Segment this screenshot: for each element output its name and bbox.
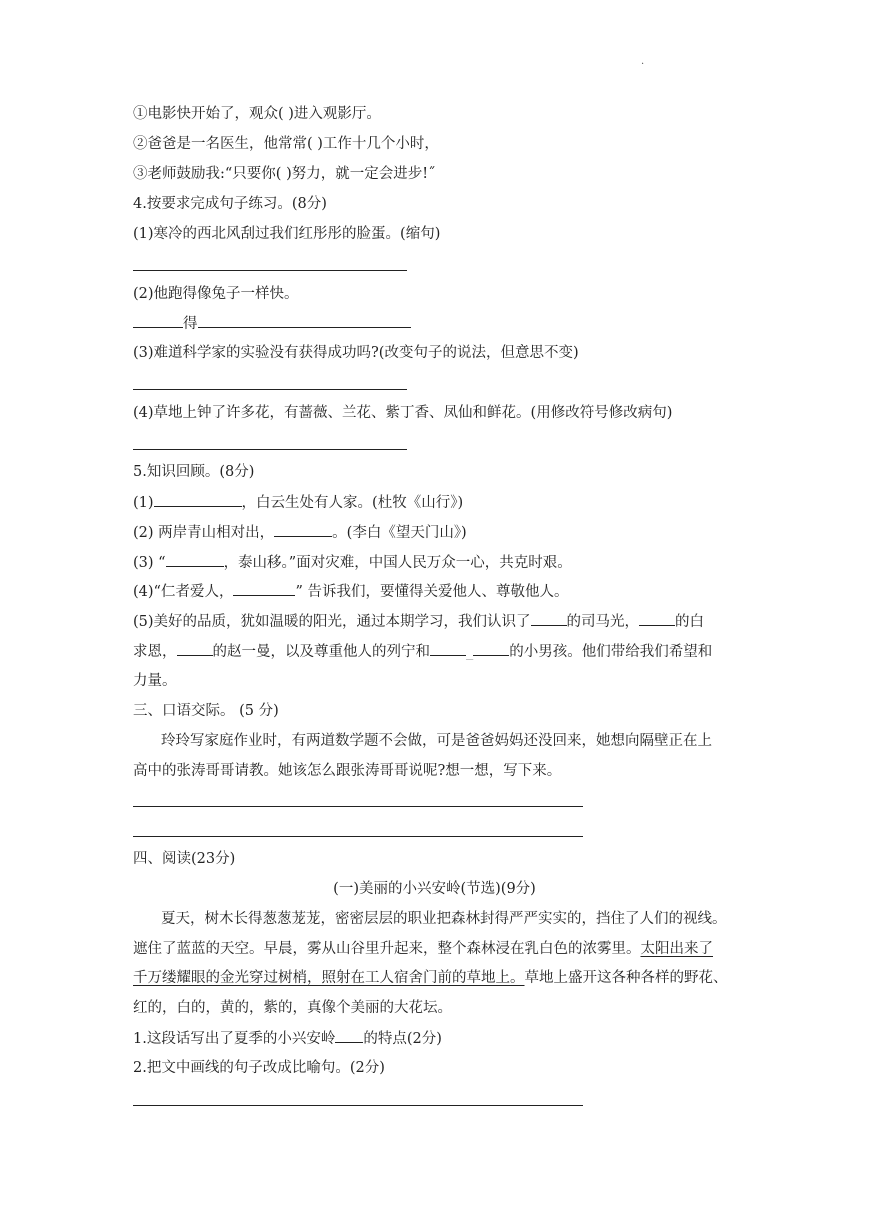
section-3-answer-line-1[interactable]: [133, 806, 583, 807]
q4-item-1: (1)寒冷的西北风刮过我们红彤彤的脸蛋。(缩句): [133, 226, 441, 242]
passage-line-3-text: 草地上盛开这各种各样的野花、: [524, 970, 728, 986]
reading-question-1-blank[interactable]: [335, 1028, 363, 1043]
q5-item-3-post: ，泰山移。”面对灾难，中国人民万众一心，共克时艰。: [223, 555, 572, 571]
q5-item-5-blank-4[interactable]: [430, 641, 466, 656]
page-dot-mark: .: [641, 56, 645, 67]
passage-underlined-sentence-a: 太阳出来了: [640, 941, 713, 957]
section-3-answer-line-2[interactable]: [133, 836, 583, 837]
q4-item-4: (4)草地上钟了许多花，有蔷薇、兰花、紫丁香、凤仙和鲜花。(用修改符号修改病句): [133, 405, 673, 421]
q4-item-3: (3)难道科学家的实验没有获得成功吗?(改变句子的说法，但意思不变): [133, 345, 579, 361]
q5-item-5-sep: _: [466, 644, 474, 660]
reading-question-1: [133, 1028, 442, 1049]
q5-item-3: [133, 552, 572, 573]
section-3-para-2: 高中的张涛哥哥请教。她该怎么跟张涛哥哥说呢?想一想，写下来。: [133, 763, 562, 779]
q4-item-2-answer: [133, 313, 411, 334]
reading-question-1-post: 的特点(2分): [363, 1031, 442, 1047]
passage-underlined-sentence-b: 千万缕耀眼的金光穿过树梢，照射在工人宿舍门前的草地上。: [133, 970, 525, 986]
q5-item-5-text-e: 的赵一曼，以及尊重他人的列宁和: [212, 644, 430, 660]
q5-item-5-blank-1[interactable]: [531, 611, 567, 626]
q5-item-5-line-2: [133, 641, 712, 662]
q5-item-4-pre: (4)“仁者爱人，: [133, 584, 234, 600]
q4-item-2-blank-b[interactable]: [198, 313, 411, 328]
q4-item-2: (2)他跑得像兔子一样快。: [133, 286, 299, 302]
q5-item-1: [133, 492, 463, 513]
reading-question-2-answer-line[interactable]: [133, 1105, 583, 1106]
section-3-para-1: 玲玲写家庭作业时，有两道数学题不会做，可是爸爸妈妈还没回来，她想向隔壁正在上: [161, 733, 712, 749]
q5-item-5-text-b: 的司马光，: [566, 614, 640, 630]
q5-item-5-line-1: [133, 611, 704, 632]
passage-line-2: [133, 939, 713, 959]
q5-item-5-blank-5[interactable]: [473, 641, 509, 656]
q5-item-5-text-a: (5)美好的品质，犹如温暖的阳光，通过本期学习，我们认识了: [133, 614, 531, 630]
q5-item-3-pre: (3) “: [133, 555, 166, 571]
q5-item-2-blank[interactable]: [274, 522, 332, 537]
passage-line-3: [133, 968, 728, 988]
q4-answer-line-1[interactable]: [133, 270, 407, 271]
reading-question-2: 2.把文中画线的句子改成比喻句。(2分): [133, 1060, 385, 1076]
q4-answer-line-4[interactable]: [133, 449, 407, 450]
passage-line-1: 夏天，树木长得葱葱茏茏，密密层层的职业把森林封得严严实实的，挡住了人们的视线。: [161, 911, 727, 927]
q5-item-4: [133, 581, 568, 602]
section-4-title: 四、阅读(23分): [133, 851, 236, 867]
q5-item-1-blank[interactable]: [154, 492, 242, 507]
q5-item-5-text-f: 的小男孩。他们带给我们希望和: [509, 644, 713, 660]
reading-passage-title: (一)美丽的小兴安岭(节选)(9分): [333, 881, 536, 897]
section-3-title: 三、口语交际。 (5 分): [133, 703, 279, 719]
q5-item-5-text-d: 求恩，: [133, 644, 177, 660]
q4-item-2-blank-a[interactable]: [133, 313, 183, 328]
q3-item-3: ③老师鼓励我:“只要你( )努力，就一定会进步!˝: [133, 166, 436, 182]
q5-item-4-post: ” 告诉我们，要懂得关爱他人、尊敬他人。: [295, 584, 569, 600]
passage-line-2-text: 遮住了蓝蓝的天空。早晨，雾从山谷里升起来，整个森林浸在乳白色的浓雾里。: [133, 941, 641, 957]
q5-item-1-pre: (1): [133, 495, 154, 511]
q3-item-2: ②爸爸是一名医生，他常常( )工作十几个小时，: [133, 136, 439, 152]
q5-item-5-blank-3[interactable]: [177, 641, 213, 656]
q5-item-5-line-3: 力量。: [133, 673, 177, 689]
q3-item-1: ①电影快开始了，观众( )进入观影厅。: [133, 106, 381, 122]
q5-item-2-post: 。(李白《望天门山》): [332, 525, 467, 541]
q5-item-1-post: ，白云生处有人家。(杜牧《山行》): [241, 495, 464, 511]
q5-item-5-text-c: 的白: [675, 614, 705, 630]
q4-answer-line-3[interactable]: [133, 389, 407, 390]
reading-question-1-pre: 1.这段话写出了夏季的小兴安岭: [133, 1031, 336, 1047]
q5-item-4-blank[interactable]: [233, 581, 295, 596]
q5-item-2-pre: (2) 两岸青山相对出，: [133, 525, 275, 541]
passage-line-4: 红的，白的，黄的，紫的，真像个美丽的大花坛。: [133, 1000, 452, 1016]
q5-item-3-blank[interactable]: [166, 552, 224, 567]
q4-title: 4.按要求完成句子练习。(8分): [133, 196, 327, 212]
q4-item-2-mid: 得: [183, 316, 198, 332]
q5-item-5-blank-2[interactable]: [639, 611, 675, 626]
q5-item-2: [133, 522, 467, 543]
q5-title: 5.知识回顾。(8分): [133, 464, 255, 480]
